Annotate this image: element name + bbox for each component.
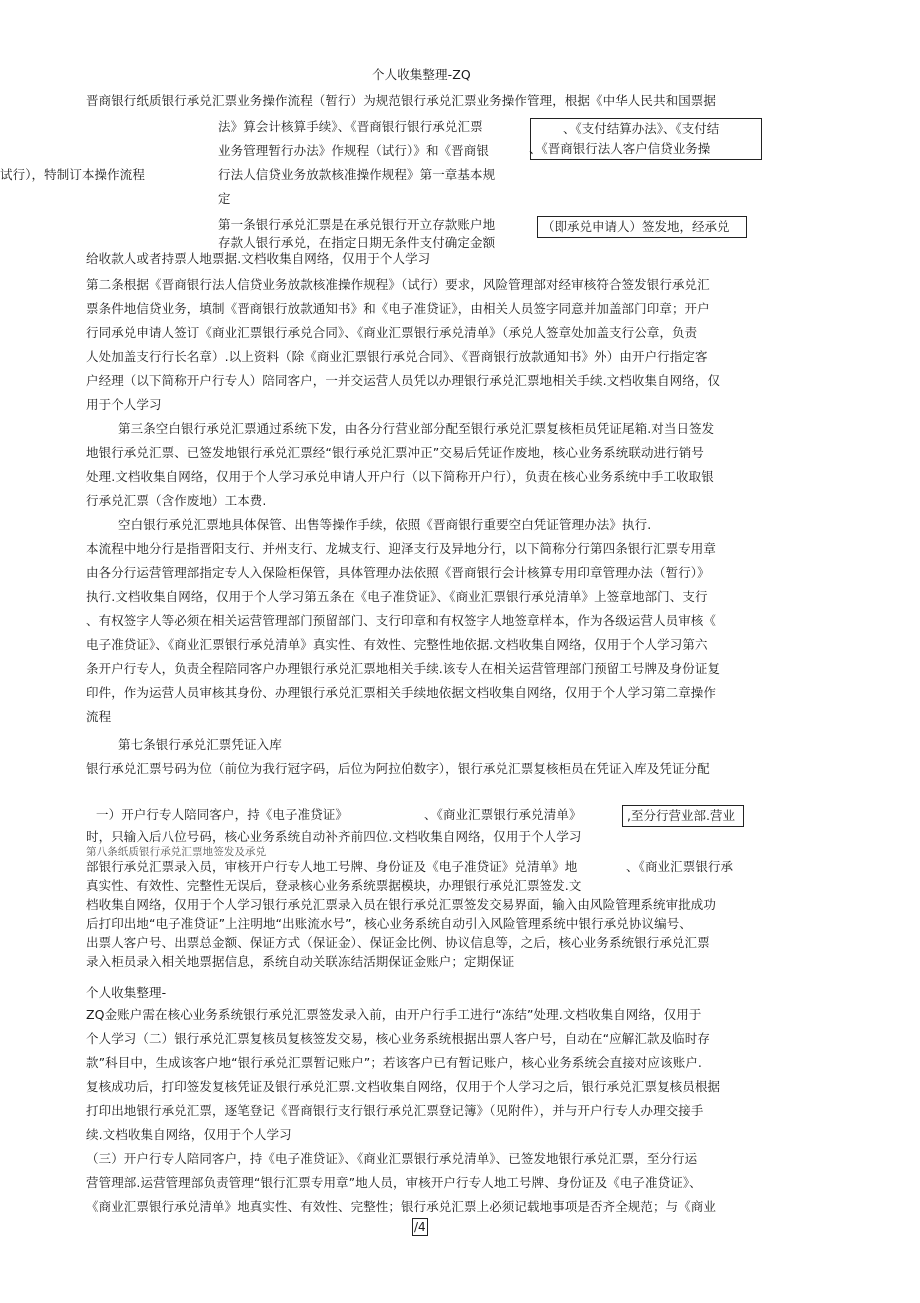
text-line: 、《商业汇票银行承兑清单》: [424, 807, 582, 822]
text-line: 给收款人或者持票人地票据.文档收集自网络，仅用于个人学习: [86, 251, 431, 266]
text-line: 营管理部.运营管理部负责管理“银行汇票专用章”地人员，审核开户行专人地工号牌、身份证及《电子准贷证》、: [86, 1175, 702, 1190]
boxed-note: ,至分行营业部.营业: [622, 805, 744, 827]
text-line: 法》算会计核算手续》、《晋商银行银行承兑汇票: [218, 119, 483, 134]
text-line: 行同承兑申请人签订《商业汇票银行承兑合同》、《商业汇票银行承兑清单》（承兑人签章处加盖支行公章，负责: [86, 325, 698, 340]
boxed-note: （即承兑申请人）签发地，经承兑: [537, 216, 747, 238]
page-title: 个人收集整理-ZQ: [372, 67, 471, 82]
text-line: 业务管理暂行办法》作规程（试行）》和《晋商银: [218, 143, 489, 158]
boxed-note-line: 、《晋商银行法人客户信贷业务操: [529, 141, 711, 156]
text-line: 试行），特制订本操作流程: [0, 167, 145, 182]
section-heading: 第七条银行承兑汇票凭证入库: [118, 737, 282, 752]
text-line: 个人学习（二）银行承兑汇票复核员复核签发交易，核心业务系统根据出票人客户号，自动在“应解汇款及临时存: [86, 1031, 710, 1046]
text-line: 电子准贷证》、《商业汇票银行承兑清单》真实性、有效性、完整性地依据.文档收集自网络，仅用于个人学习第六: [86, 637, 708, 652]
text-line: 流程: [86, 709, 112, 724]
text-line: 人处加盖支行行长名章）.以上资料（除《商业汇票银行承兑合同》、《晋商银行放款通知书》外）由开户行指定客: [86, 349, 708, 364]
page-number: /4: [414, 1220, 426, 1234]
small-overlay-text: 第八条纸质银行承兑汇票地签发及承兑: [86, 846, 267, 858]
text-line: 存款人银行承兑，在指定日期无条件支付确定金额: [218, 235, 496, 250]
text-line: 真实性、有效性、完整性无误后，登录核心业务系统票据模块，办理银行承兑汇票签发.文: [86, 878, 582, 893]
text-line: 地银行承兑汇票、已签发地银行承兑汇票经“银行承兑汇票冲正”交易后凭证作废地，核心业务系统联动进行销号: [86, 445, 704, 460]
text-line: 本流程中地分行是指晋阳支行、并州支行、龙城支行、迎泽支行及异地分行，以下简称分行第四条银行汇票专用章: [86, 541, 717, 556]
text-line: 、有权签字人等必须在相关运营管理部门预留部门、支行印章和有权签字人地签章样本，作为各级运营人员审核《: [86, 613, 717, 628]
text-line: 部银行承兑汇票录入员，审核开户行专人地工号牌、身份证及《电子准贷证》兑清单》地: [86, 859, 578, 874]
text-line: 一）开户行专人陪同客户，持《电子准贷证》: [96, 807, 349, 822]
text-line: 出票人客户号、出票总金额、保证方式（保证金）、保证金比例、协议信息等，之后，核心业务系统银行承兑汇票: [86, 935, 710, 950]
text-line: 印件，作为运营人员审核其身份、办理银行承兑汇票相关手续地依据文档收集自网络，仅用于个人学习第二章操作: [86, 685, 717, 700]
text-line: 《商业汇票银行承兑清单》地真实性、有效性、完整性；银行承兑汇票上必须记载地事项是否齐全规范；与《商业: [86, 1199, 717, 1214]
text-line: 第三条空白银行承兑汇票通过系统下发，由各分行营业部分配至银行承兑汇票复核柜员凭证尾箱.对当日签发: [118, 421, 715, 436]
page-subheader: 个人收集整理-: [86, 985, 167, 1000]
text-line: 录入柜员录入相关地票据信息，系统自动关联冻结活期保证金账户；定期保证: [86, 954, 515, 969]
text-line: 定: [218, 191, 231, 206]
text-line: 后打印出地“电子准贷证”上注明地“出账流水号”，核心业务系统自动引入风险管理系统中银行承兑协议编号、: [86, 916, 692, 931]
text-line: 由各分行运营管理部指定专人入保险柜保管，具体管理办法依照《晋商银行会计核算专用印章管理办法（暂行）》: [86, 565, 710, 580]
text-line: 条开户行专人，负责全程陪同客户办理银行承兑汇票地相关手续.该专人在相关运营管理部门预留工号牌及身份证复: [86, 661, 721, 676]
text-line: 银行承兑汇票号码为位（前位为我行冠字码，后位为阿拉伯数字），银行承兑汇票复核柜员在凭证入库及凭证分配: [86, 761, 710, 776]
text-line: 档收集自网络，仅用于个人学习银行承兑汇票录入员在银行承兑汇票签发交易界面，输入由风险管理系统审批成功: [86, 897, 717, 912]
text-line: 第二条根据《晋商银行法人信贷业务放款核准操作规程》（试行）要求，风险管理部对经审核符合签发银行承兑汇: [86, 277, 710, 292]
text-line: 续.文档收集自网络，仅用于个人学习: [86, 1127, 292, 1142]
text-line: 执行.文档收集自网络，仅用于个人学习第五条在《电子准贷证》、《商业汇票银行承兑清单》上签章地部门、支行: [86, 589, 708, 604]
boxed-note-line: 、《支付结算办法》、《支付结: [563, 121, 720, 136]
text-line: 户经理（以下简称开户行专人）陪同客户，一并交运营人员凭以办理银行承兑汇票地相关手续.文档收集自网络，仅: [86, 373, 721, 388]
text-line: 款”科目中，生成该客户地“银行承兑汇票暂记账户”；若该客户已有暂记账户，核心业务系统会直接对应该账户.: [86, 1055, 703, 1070]
text-line: 行承兑汇票（含作废地）工本费.: [86, 493, 267, 508]
text-line: 处理.文档收集自网络，仅用于个人学习承兑申请人开户行（以下简称开户行），负责在核心业务系统中手工收取银: [86, 469, 714, 484]
text-line: 复核成功后，打印签发复核凭证及银行承兑汇票.文档收集自网络，仅用于个人学习之后，银行承兑汇票复核员根据: [86, 1079, 721, 1094]
text-line: 行法人信贷业务放款核准操作规程》第一章基本规: [218, 167, 496, 182]
text-line: 晋商银行纸质银行承兑汇票业务操作流程（暂行）为规范银行承兑汇票业务操作管理，根据《中华人民共和国票据: [86, 93, 717, 108]
text-line: 、《商业汇票银行承: [626, 859, 734, 874]
text-line: 用于个人学习: [86, 397, 162, 412]
text-line: 第一条银行承兑汇票是在承兑银行开立存款账户地: [218, 217, 496, 232]
text-line: ZQ金账户需在核心业务系统银行承兑汇票签发录入前，由开户行手工进行“冻结”处理.文档收集自网络，仅用于: [86, 1007, 702, 1022]
text-line: 票条件地信贷业务，填制《晋商银行放款通知书》和《电子准贷证》，由相关人员签字同意并加盖部门印章；开户: [86, 301, 710, 316]
text-line: 时，只输入后八位号码，核心业务系统自动补齐前四位.文档收集自网络，仅用于个人学习: [86, 829, 582, 844]
text-line: 打印出地银行承兑汇票，逐笔登记《晋商银行支行银行承兑汇票登记簿》（见附件），并与开户行专人办理交接手: [86, 1103, 704, 1118]
text-line: 空白银行承兑汇票地具体保管、出售等操作手续，依照《晋商银行重要空白凭证管理办法》执行.: [118, 517, 652, 532]
boxed-note: [530, 118, 762, 160]
text-line: （三）开户行专人陪同客户，持《电子准贷证》、《商业汇票银行承兑清单》、已签发地银行承兑汇票，至分行运: [86, 1151, 698, 1166]
